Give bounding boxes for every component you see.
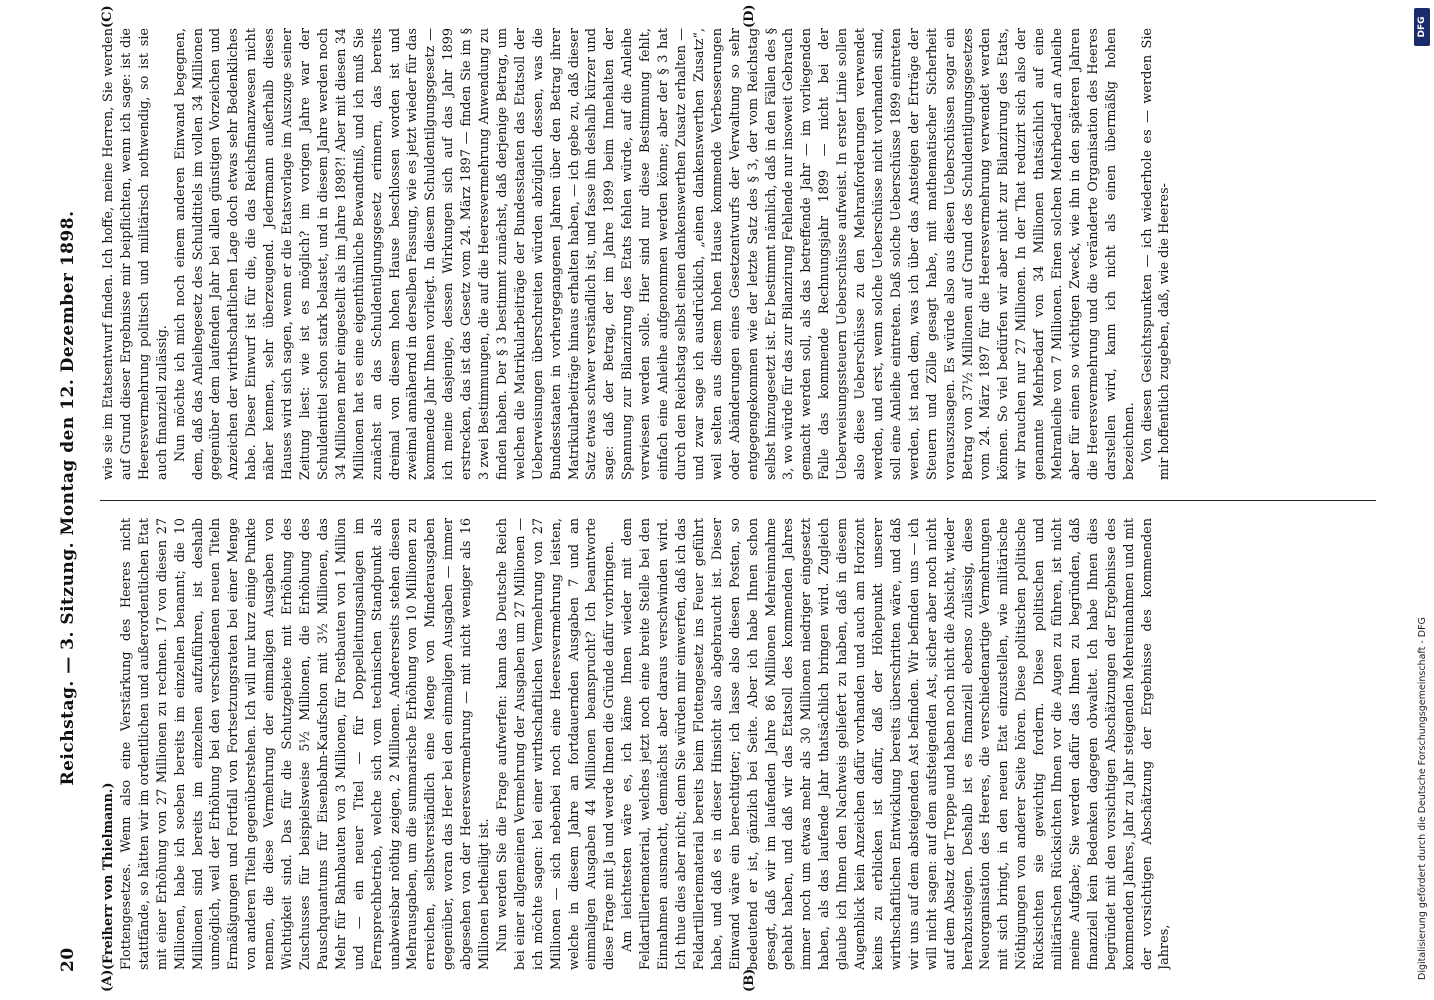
text-column-left: [100, 518, 1376, 970]
margin-marker-c: (C): [100, 5, 115, 28]
paragraph: Nun werden Sie die Frage aufwerfen: kann das Deutsche Reich bei einer allgemeinen Vermehrung der Ausgaben um 27 Millionen — ich möchte sagen: bei einer wirthschaftlichen Vermehrung von 27 Millionen — sich nebenbei noch eine Heeresvermehrung leisten, welche in diesem Jahre an fortdauernden Ausgaben 7 und an einmaligen Ausgaben 44 Millionen beansprucht? Ich beantworte diese Frage mit Ja und werde Ihnen die Gründe dafür vorbringen.: [494, 518, 618, 970]
digitization-credit: [1414, 360, 1434, 980]
margin-marker-b: (B): [742, 968, 757, 992]
page-title: Reichstag. — 3. Sitzung. Montag den 12. Dezember 1898.: [58, 210, 78, 786]
page-number: 20: [58, 947, 78, 972]
paragraph: Am leichtesten wäre es, ich käme Ihnen wieder mit dem Feldartilleriematerial, welches jetzt noch eine breite Stelle bei den Einnahmen ausmacht, demnächst aber daraus verschwinden wird. Ich thue dies aber nicht; denn Sie würden mir einwerfen, daß ich das Feldartilleriematerial bereits beim Flottengesetz ins Feuer geführt habe, und daß es in dieser Hinsicht also abgebraucht ist. Dieser Einwand wäre ein berechtigter; ich lasse also diesen Posten, so bedeutend er ist, gänzlich bei Seite. Aber ich habe Ihnen schon gesagt, daß wir im laufenden Jahre 86 Millionen Mehreinnahme gehabt haben, und daß wir das Etatsoll des kommenden Jahres immer noch um etwas mehr als 30 Millionen niedriger eingesetzt haben, als das laufende Jahr thatsächlich bringen wird. Zugleich glaube ich Ihnen den Nachweis geliefert zu haben, daß in diesem Augenblick kein Anzeichen dafür vorhanden und auch am Horizont keins zu erblicken ist dafür, daß der Höhepunkt unserer wirthschaftlichen Entwicklung bereits überschritten wäre, und daß wir uns auf dem absteigenden Ast befinden. Wir befinden uns — ich will nicht sagen: auf dem aufsteigenden Ast, sicher aber noch nicht auf dem Absatz der Treppe und haben noch nicht die Absicht, wieder herabzusteigen. Deshalb ist es finanziell ebenso zulässig, diese Neuorganisation des Heeres, die verschiedenartige Vermehrungen mit sich bringt, in den neuen Etat einzustellen, wie militärische Nöthigungen von anderer Seite hören. Diese politischen politische Rücksichten sie gewichtig fordern. Diese politischen und militärischen Rücksichten Ihnen vor die Augen zu führen, ist nicht meine Aufgabe; Sie werden dafür das Ihnen zu begründen, daß finanziell kein Bedenken dagegen obwaltet. Ich habe Ihnen dies begründet mit den vorsichtigen Abschätzungen der Ergebnisse des kommenden Jahres, Jahr zu Jahr steigenden Mehreinnahmen und mit der vorsichtigen Abschätzung der Ergebnisse des kommenden Jahres,: [620, 518, 1173, 970]
margin-marker-a: (A): [100, 969, 115, 992]
text-column-right: [100, 28, 1376, 480]
paragraph: Flottengesetzes. Wenn also eine Verstärkung des Heeres nicht stattfände, so hätten wir im ordentlichen und außerordentlichen Etat mit einer Erhöhung von 27 Millionen zu rechnen. 17 von diesen 27 Millionen, habe ich soeben bereits im einzelnen benannt; die 10 Millionen sind bereits im einzelnen aufzuführen, ist deshalb unmöglich, weil der Erhöhung bei den verschiedenen neuen Titeln Ermäßigungen und Fortfall von Fortsetzungsraten bei einer Menge von anderen Titeln gegenüberstehen. Ich will nur kurz einige Punkte nennen, die diese Vermehrung der einmaligen Ausgaben von Wichtigkeit sind. Das für die Schutzgebiete mit Erhöhung des Zuschusses für beispielsweise 5½ Millionen, die Erhöhung des Pauschquantums für Eisenbahn-Kaufschon mit 3½ Millionen, das Mehr für Bahnbauten von 3 Millionen, für Postbauten von 1 Million und — ein neuer Titel — für Doppelleitungsanlagen im Fernsprechbetrieb, welche sich vom technischen Standpunkt als unabweisbar nöthig zeigen, 2 Millionen. Andererseits stehen diesen Mehrausgaben, um die summarische Erhöhung von 10 Millionen zu erreichen, selbstverständlich eine Menge von Minderausgaben gegenüber, woran das Heer bei den einmaligen Ausgaben — immer abgesehen von der Heeresvermehrung — mit nicht weniger als 16 Millionen betheiligt ist.: [118, 518, 493, 970]
paragraph: wie sie im Etatsentwurf finden. Ich hoffe, meine Herren, Sie werden auf Grund dieser Ergebnisse mir beipflichten, wenn ich sage: ist die Heeresvermehrung politisch und militärisch nothwendig, so ist sie auch finanziell zulässig.: [101, 28, 170, 480]
dfg-logo: [1414, 8, 1430, 46]
column-divider: [100, 500, 1376, 501]
paragraph: Nun möchte ich mich noch einem anderen Einwand begegnen, dem, daß das Anleihegesetz des Schuldtitels im vollen 34 Millionen gegenüber dem laufenden Jahr bei allen günstigen Vorzeichen und Anzeichen der wirthschaftlichen Lage doch etwas sehr Bedenkliches habe. Dieser Einwurf ist für die, die das Reichsfinanzwesen nicht näher kennen, sehr überzeugend. Jedermann außerhalb dieses Hauses wird sich sagen, wenn er die Etatsvorlage im Auszuge seiner Zeitung liest: wie ist es möglich? im vorigen Jahre war der Schuldentitel schon stark belastet, und in diesem Jahre werden noch 34 Millionen mehr eingestellt als im Jahre 1898?! Aber mit diesen 34 Millionen hat es eine eigenthümliche Bewandtniß, und ich muß Sie zunächst an das Schuldentilgungsgesetz erinnern, das bereits dreimal von diesem hohen Hause beschlossen worden ist und zweimal annähernd in derselben Fassung, wie es jetzt wieder für das kommende Jahr Ihnen vorliegt. In diesem Schuldentilgungsgesetz — ich meine dasjenige, dessen Wirkungen sich auf das Jahr 1899 erstrecken, das ist das Gesetz vom 24. März 1897 — finden Sie im § 3 zwei Bestimmungen, die auf die Heeresvermehrung Anwendung zu finden haben. Der § 3 bestimmt zunächst, daß derjenige Betrag, um welchen die Matrikularbeiträge der Bundesstaaten das Etatsoll der Ueberweisungen überschreiten würden abzüglich dessen, was die Bundesstaaten in vorhergegangenen Jahren über den Betrag ihrer Matrikularbeiträge hinaus erhalten haben, — ich gebe zu, daß dieser Satz etwas schwer verständlich ist, und fasse ihn deshalb kürzer und sage: daß der Betrag, der im Jahre 1899 beim Innehalten der Spannung zur Bilanzirung des Etats fehlen würde, auf die Anleihe verwiesen werden solle. Hier sind nur diese Bestimmung fehlt, einfach eine Anleihe aufgenommen werden könne; aber der § 3 hat durch den Reichstag selbst einen dankenswerthen Zusatz erhalten — und zwar sage ich ausdrücklich, „einen dankenswerthen Zusatz“, weil selten aus diesem hohen Hause kommende Verbesserungen oder Abänderungen eines Gesetzentwurfs der Verwaltung so sehr entgegengekommen wie der letzte Satz des § 3, der vom Reichstag selbst hinzugesetzt ist. Er bestimmt nämlich, daß in den Fällen des § 3, wo würde für das zur Bilanzirung Fehlende nur insoweit Gebrauch gemacht werden soll, als das betreffende Jahr — im vorliegenden Falle das kommende Rechnungsjahr 1899 — nicht bei der Ueberweisungssteuern Ueberschüsse aufweist. In erster Linie sollen also diese Ueberschüsse zu den Mehranforderungen verwendet werden, und erst, wenn solche Ueberschüsse nicht vorhanden sind, soll eine Anleihe eintreten. Daß solche Ueberschüsse 1899 eintreten werden, ist nach dem, was ich über das Ansteigen der Erträge der Steuern und Zölle gesagt habe, mit mathematischer Sicherheit vorauszusagen. Es würde also aus diesen Ueberschüssen sogar ein Betrag von 37½ Millionen auf Grund des Schuldentilgungsgesetzes vom 24. März 1897 für die Heeresvermehrung verwendet werden können. So viel bedürfen wir aber nicht zur Bilanzirung des Etats, wir brauchen nur 27 Millionen. In der That reduzirt sich also der genannte Mehrbedarf von 34 Millionen thatsächlich auf eine Mehranleihe von 7 Millionen. Einen solchen Mehrbedarf an Anleihe aber für einen so wichtigen Zweck, wie ihn in den späteren Jahren die Heeresvermehrung und die veränderte Organisation des Heeres darstellen wird, kann ich nicht als einen übermäßig hohen bezeichnen.: [172, 28, 1137, 480]
digitization-credit-text: Digitalisierung gefördert durch die Deutsche Forschungsgemeinschaft - DFG: [1417, 617, 1428, 980]
dfg-logo-text: DFG: [1417, 16, 1427, 38]
page-header: [56, 24, 86, 972]
paragraph: Von diesen Gesichtspunkten — ich wiederhole es — werden Sie mir hoffentlich zugeben, daß, wie die Heeres-: [1139, 28, 1173, 480]
margin-marker-d: (D): [742, 4, 757, 28]
speaker-label: (Freiherr von Thielmann.): [101, 782, 116, 970]
